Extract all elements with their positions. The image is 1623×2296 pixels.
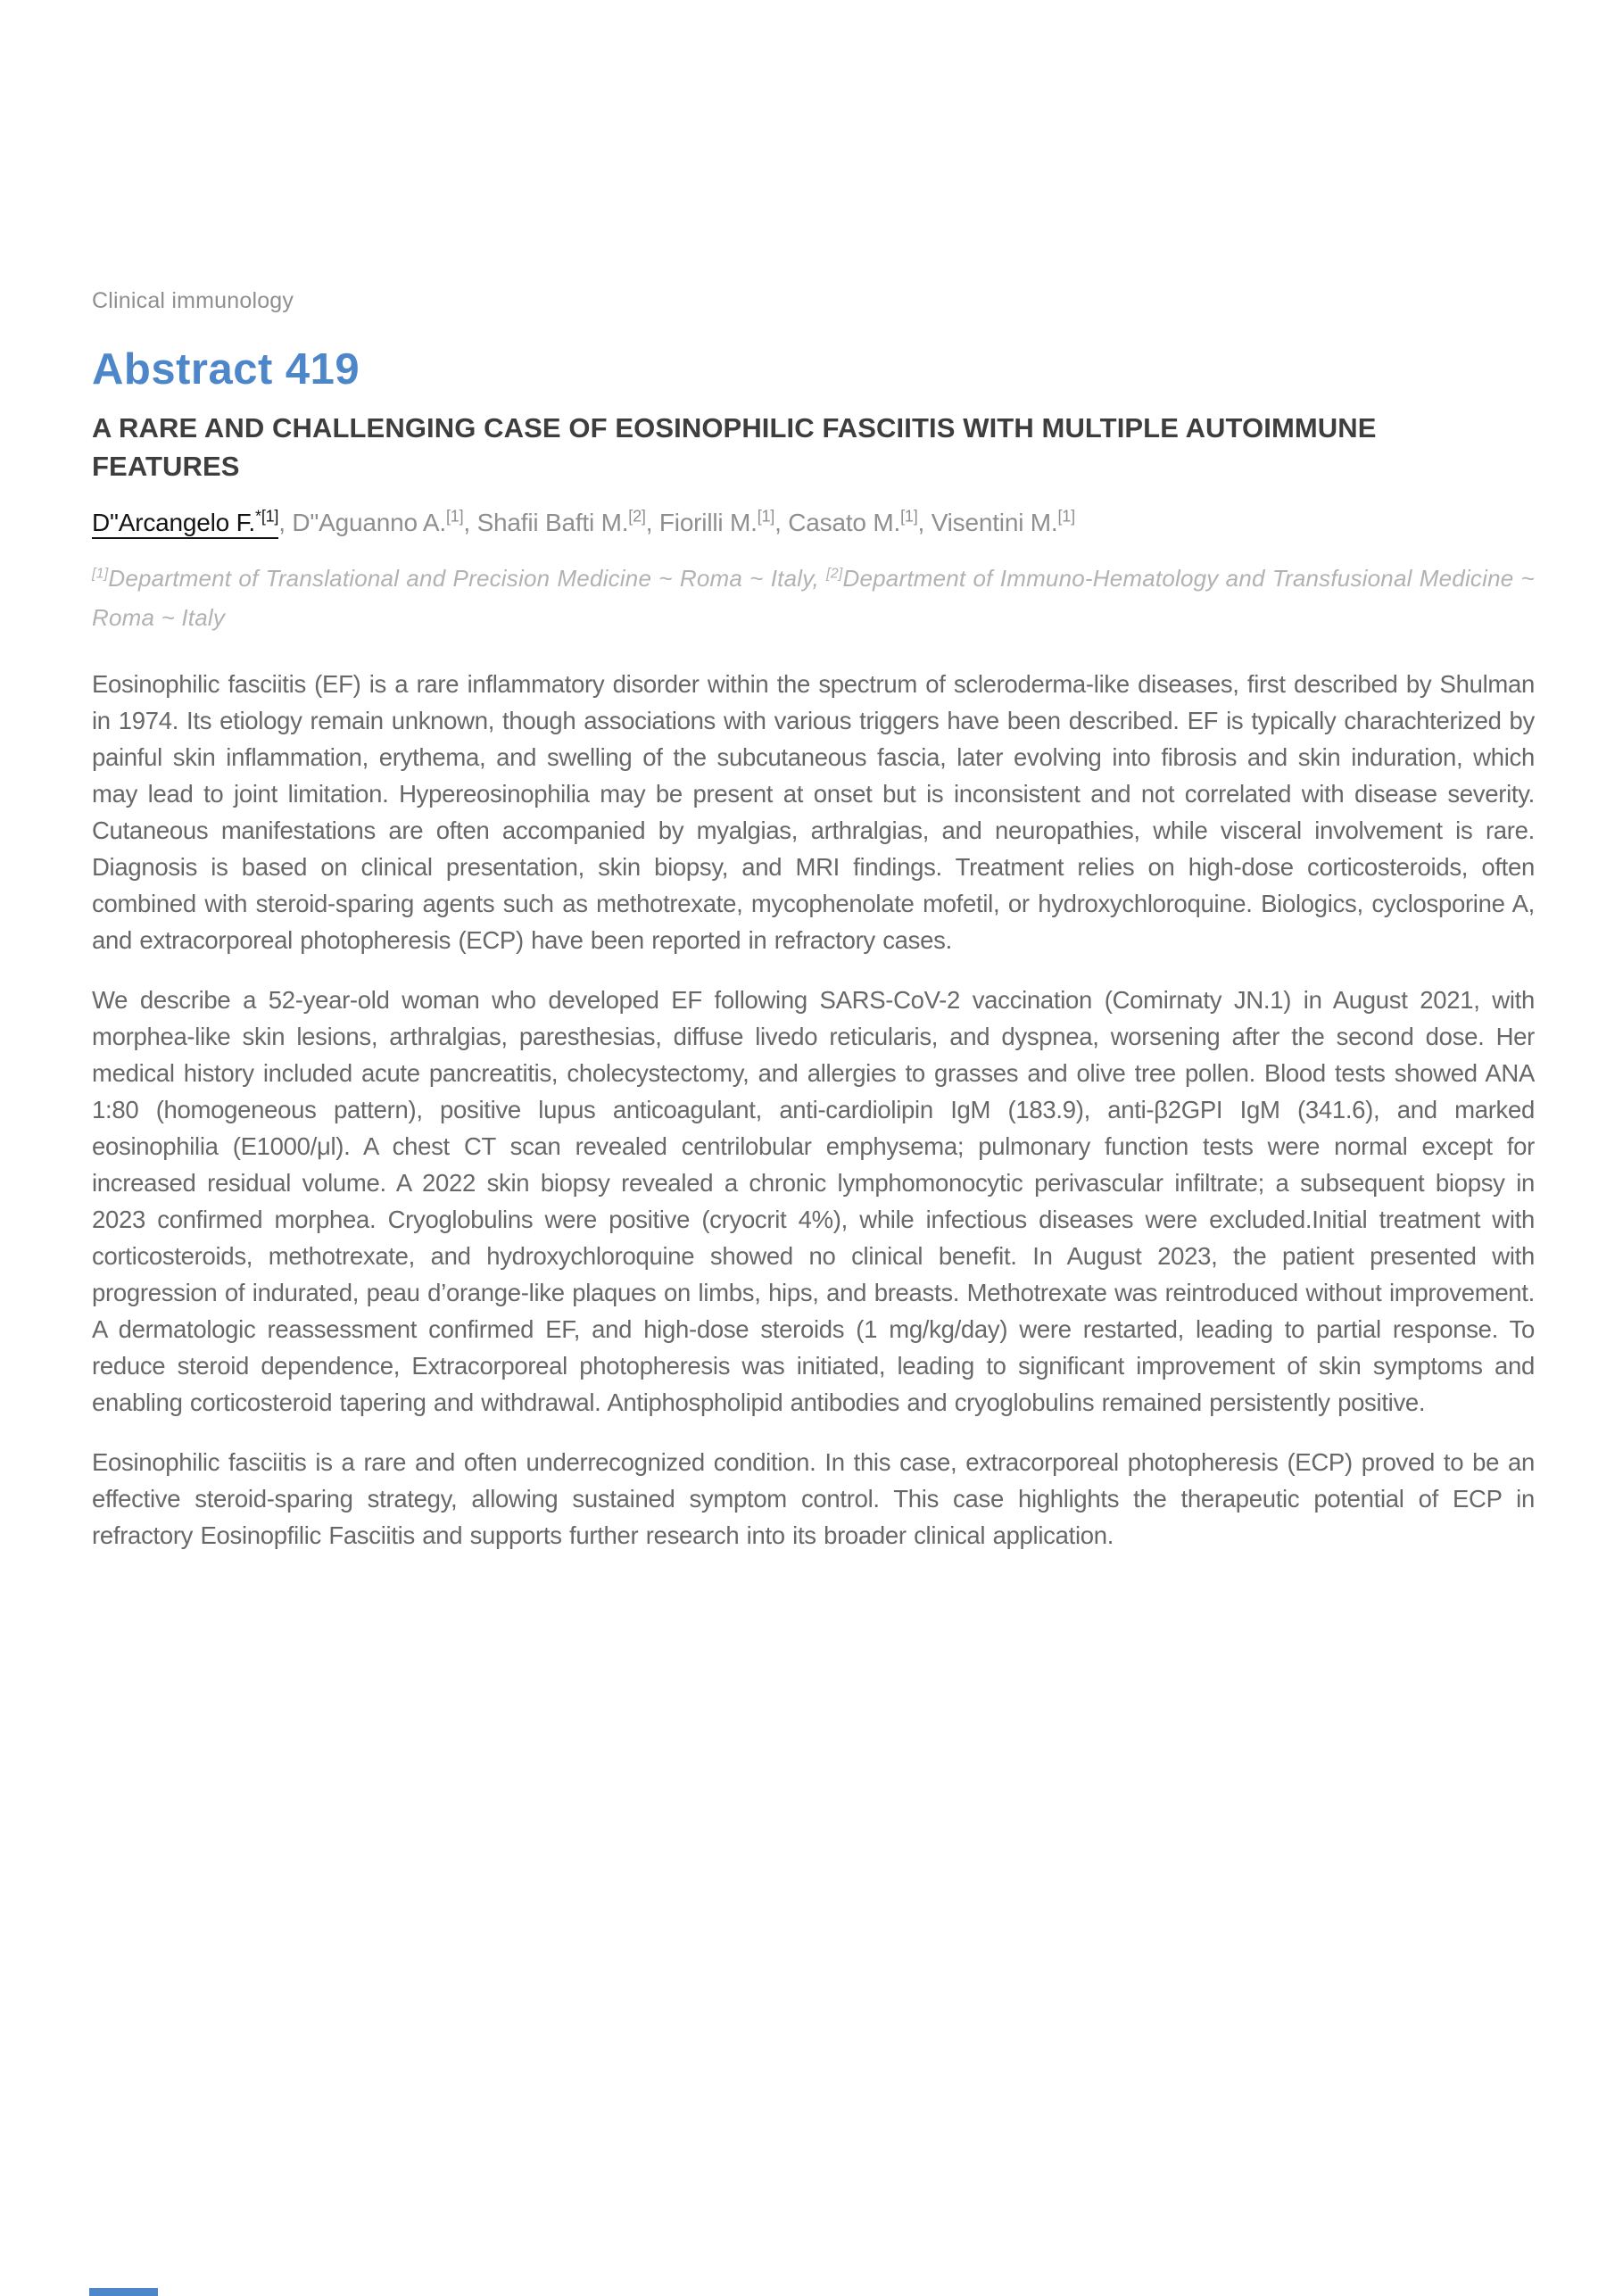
- author-name: Fiorilli M.: [658, 509, 758, 536]
- author-separator: ,: [278, 509, 293, 536]
- author-separator: ,: [917, 509, 932, 536]
- author: [932, 509, 1075, 536]
- author-name: Shafii Bafti M.: [476, 509, 629, 536]
- abstract-paragraph-background: Eosinophilic fasciitis (EF) is a rare inflammatory disorder within the spectrum of scleroderma-like diseases, first described by Shulman in 1974. Its etiology remain unknown, though associations with various triggers have been described. EF is typically charachterized by painful skin inflammation, erythema, and swelling of the subcutaneous fascia, later evolving into fibrosis and skin induration, which may lead to joint limitation. Hypereosinophilia may be present at onset but is inconsistent and not correlated with disease severity. Cutaneous manifestations are often accompanied by myalgias, arthralgias, and neuropathies, while visceral involvement is rare. Diagnosis is based on clinical presentation, skin biopsy, and MRI findings. Treatment relies on high-dose corticosteroids, often combined with steroid-sparing agents such as methotrexate, mycophenolate mofetil, or hydroxychloroquine. Biologics, cyclosporine A, and extracorporeal photopheresis (ECP) have been reported in refractory cases.: [92, 670, 1535, 954]
- author-separator: ,: [463, 509, 477, 536]
- abstract-paragraph-conclusion: Eosinophilic fasciitis is a rare and often underrecognized condition. In this case, extracorporeal photopheresis (ECP) proved to be an effective steroid-sparing strategy, allowing sustained symptom control. This case highlights the therapeutic potential of ECP in refractory Eosinopfilic Fasciitis and supports further research into its broader clinical application.: [92, 1448, 1535, 1549]
- abstract-title: A RARE AND CHALLENGING CASE OF EOSINOPHILIC FASCIITIS WITH MULTIPLE AUTOIMMUNE FEATURES: [92, 412, 1377, 482]
- author: [292, 509, 463, 536]
- abstract-number-heading: Abstract 419: [92, 345, 360, 394]
- author-name: D"Arcangelo F.: [92, 509, 256, 536]
- author-name: Visentini M.: [931, 509, 1058, 536]
- author-primary: [92, 509, 278, 539]
- category-label: Clinical immunology: [92, 288, 294, 313]
- next-page-blue-bar: [89, 2288, 158, 2296]
- author-name: Casato M.: [788, 509, 901, 536]
- author-affiliation-marker: [1]: [445, 507, 464, 526]
- affiliation-marker: [2]: [826, 566, 843, 582]
- author-affiliation-marker: [1]: [757, 507, 775, 526]
- author: [788, 509, 917, 536]
- affiliation-text: Department of Translational and Precision Medicine ~ Roma ~ Italy,: [108, 565, 827, 592]
- author-separator: ,: [774, 509, 789, 536]
- affiliation-text: Department of Immuno-Hematology and Transfusional Medicine ~ Roma ~ Italy: [92, 565, 1535, 631]
- author: [659, 509, 774, 536]
- author-affiliation-marker: [1]: [1057, 507, 1075, 526]
- author-separator: ,: [645, 509, 659, 536]
- author-list: [92, 507, 1535, 539]
- abstract-paragraph-case: We describe a 52-year-old woman who developed EF following SARS-CoV-2 vaccination (Comirnaty JN.1) in August 2021, with morphea-like skin lesions, arthralgias, paresthesias, diffuse livedo reticularis, and dyspnea, worsening after the second dose. Her medical history included acute pancreatitis, cholecystectomy, and allergies to grasses and olive tree pollen. Blood tests showed ANA 1:80 (homogeneous pattern), positive lupus anticoagulant, anti-cardiolipin IgM (183.9), anti-β2GPI IgM (341.6), and marked eosinophilia (E1000/μl). A chest CT scan revealed centrilobular emphysema; pulmonary function tests were normal except for increased residual volume. A 2022 skin biopsy revealed a chronic lymphomonocytic perivascular infiltrate; a subsequent biopsy in 2023 confirmed morphea. Cryoglobulins were positive (cryocrit 4%), while infectious diseases were excluded.Initial treatment with corticosteroids, methotrexate, and hydroxychloroquine showed no clinical benefit. In August 2023, the patient presented with progression of indurated, peau d’orange-like plaques on limbs, hips, and breasts. Methotrexate was reintroduced without improvement. A dermatologic reassessment confirmed EF, and high-dose steroids (1 mg/kg/day) were restarted, leading to partial response. To reduce steroid dependence, Extracorporeal photopheresis was initiated, leading to significant improvement of skin symptoms and enabling corticosteroid tapering and withdrawal. Antiphospholipid antibodies and cryoglobulins remained persistently positive.: [92, 986, 1535, 1416]
- affiliation-list: [92, 559, 1535, 637]
- author-affiliation-marker: [2]: [628, 507, 646, 526]
- author-name: D"Aguanno A.: [292, 509, 446, 536]
- abstract-body: [92, 666, 1535, 1554]
- author-affiliation-marker: *[1]: [255, 507, 279, 526]
- author-affiliation-marker: [1]: [900, 507, 918, 526]
- affiliation-marker: [1]: [92, 566, 109, 582]
- author: [477, 509, 646, 536]
